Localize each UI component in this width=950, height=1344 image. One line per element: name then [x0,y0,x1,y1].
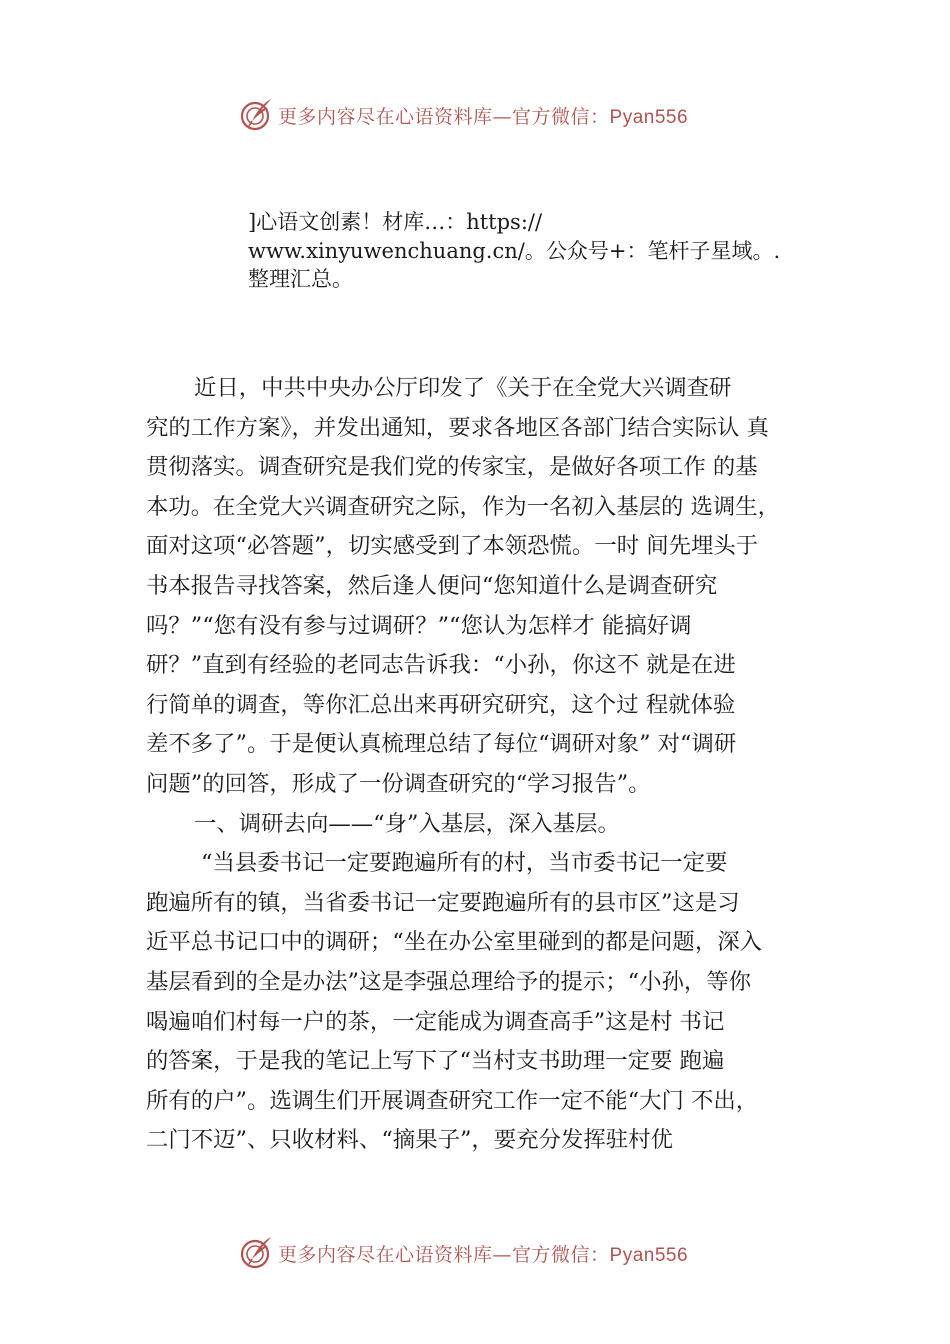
text-line: 究的工作方案》，并发出通知，要求各地区各部门结合实际认 真 [146,414,769,441]
text-line: 跑遍所有的镇，当省委书记一定要跑遍所有的县市区”这是习 [146,889,740,916]
banner-text: 更多内容尽在心语资料库—官方微信： [278,1243,610,1266]
text-line: 研？”直到有经验的老同志告诉我：“小孙，你这不 就是在进 [146,652,736,679]
note-line: ]心语文创素！材库…：https:// [248,210,543,234]
wechat-id: Pyan556 [609,106,689,128]
header-banner [238,95,688,135]
text-line: 的答案，于是我的笔记上写下了“当村支书助理一定要 跑遍 [146,1048,725,1075]
text-line: 问题”的回答，形成了一份调查研究的“学习报告”。 [146,770,651,797]
text-line: 行简单的调查，等你汇总出来再研究研究，这个过 程就体验 [146,691,736,718]
text-line: 书本报告寻找答案，然后逢人便问“您知道什么是调查研究 [146,572,718,599]
article-body [146,369,866,1161]
text-line: 二门不迈”、只收材料、“摘果子”，要充分发挥驻村优 [146,1127,673,1154]
text-line: 喝遍咱们村每一户的茶，一定能成为调查高手”这是村 书记 [146,1008,725,1035]
text-line: 近日，中共中央办公厅印发了《关于在全党大兴调查研 [194,375,732,401]
text-line: “当县委书记一定要跑遍所有的村，当市委书记一定要 [201,850,728,877]
text-line: 贯彻落实。调查研究是我们党的传家宝，是做好各项工作 的基 [146,454,758,481]
footer-banner [238,1233,688,1273]
banner-text: 更多内容尽在心语资料库—官方微信： [278,105,610,128]
section-heading: 一、调研去向——“身”入基层，深入基层。 [194,810,620,837]
quill-pen-logo-icon [238,1235,274,1271]
quill-pen-logo-icon [238,97,274,133]
text-line: 本功。在全党大兴调查研究之际，作为一名初入基层的 选调生， [146,493,781,520]
note-line: 整理汇总。 [248,267,353,291]
text-line: 差不多了”。于是便认真梳理总结了每位“调研对象” 对“调研 [146,731,737,758]
wechat-id: Pyan556 [609,1244,689,1266]
text-line: 近平总书记口中的调研；“坐在办公室里碰到的都是问题，深入 [146,929,762,956]
note-line: www.xinyuwenchuang.cn/。公众号+：笔杆子星域。. [248,238,781,263]
text-line: 面对这项“必答题”，切实感受到了本领恐慌。一时 间先埋头于 [146,533,759,560]
source-note [248,208,848,294]
text-line: 吗？”“您有没有参与过调研？”“您认为怎样才 能搞好调 [146,612,692,639]
text-line: 基层看到的全是办法”这是李强总理给予的提示；“小孙，等你 [146,968,752,995]
text-line: 所有的户”。选调生们开展调查研究工作一定不能“大门 不出， [146,1087,759,1114]
